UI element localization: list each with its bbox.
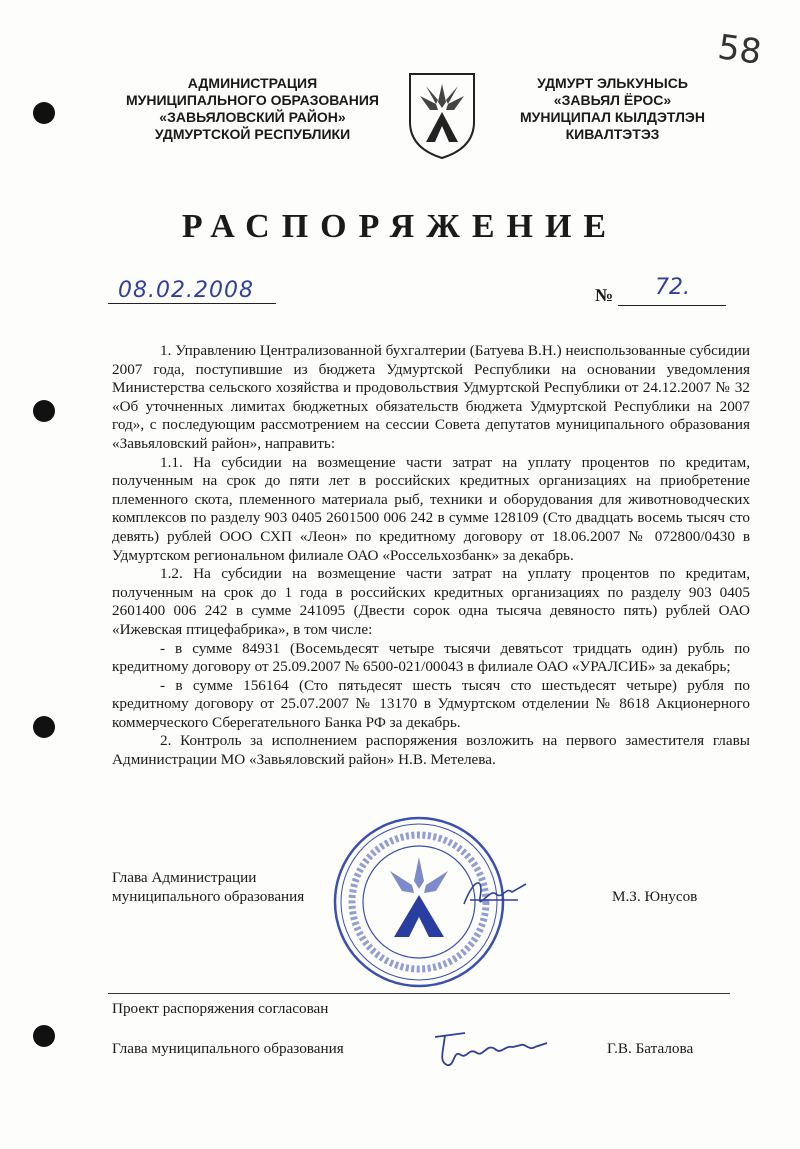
binder-hole	[33, 716, 55, 738]
number-label: №	[595, 285, 614, 305]
signatory-position-line: муниципального образования	[112, 888, 305, 905]
approver-handwritten-signature	[425, 1025, 555, 1075]
binder-hole	[33, 102, 55, 124]
handwritten-date: 08.02.2008	[118, 278, 254, 303]
date-underline	[108, 303, 276, 304]
number-underline	[618, 305, 726, 306]
signatory-position	[112, 868, 304, 906]
handwritten-number: 72.	[655, 275, 690, 300]
paragraph: 1.2. На субсидии на возмещение части затрат на уплату процентов по кредитам, полученным на срок до 1 года в российских кредитных организациях по разделу 903 0405 2601400 006 242 в сумме 241095 (Двести сорок одна тысяча девяносто пять) рублей ОАО «Ижевская птицефабрика», в том числе:	[112, 565, 750, 638]
separator-line	[108, 993, 730, 994]
header-line: «ЗАВЬЯЛОВСКИЙ РАЙОН»	[159, 109, 346, 125]
header-line: АДМИНИСТРАЦИЯ	[187, 75, 318, 91]
header-line: «ЗАВЬЯЛ ЁРОС»	[553, 92, 672, 108]
paragraph: 1.1. На субсидии на возмещение части затрат на уплату процентов по кредитам, полученным на срок до пяти лет в российских кредитных организациях на приобретение племенного скота, племенного материала рыб, техники и оборудования для животноводческих комплексов по разделу 903 0405 2601500 006 242 в сумме 128109 (Сто двадцать восемь тысяч сто девять) рублей ООО СХП «Леон» по кредитному договору от 18.06.2007 № 072800/0430 в Удмуртском региональном филиале ОАО «Россельхозбанк» за декабрь.	[112, 453, 750, 564]
approval-caption: Проект распоряжения согласован	[112, 1000, 329, 1017]
paragraph: 1. Управлению Централизованной бухгалтерии (Батуева В.Н.) неиспользованные субсидии 2007 года, поступившие из бюджета Удмуртской Республики на основании уведомления Министерства сельского хозяйства и продовольствия Удмуртской Республики от 24.12.2007 № 32 «Об уточненных лимитах бюджетных обязательств бюджета Удмуртской Республики на 2007 год», с последующим рассмотрением на сессии Совета депутатов муниципального образования «Завьяловский район», направить:	[112, 342, 750, 452]
paragraph: - в сумме 156164 (Сто пятьдесят шесть тысяч сто шестьдесят четыре) рубля по кредитному договору от 25.07.2007 № 13170 в Удмуртском отделении № 8618 Акционерного коммерческого Сберегательного Банка РФ за декабрь.	[112, 676, 750, 731]
paragraph: 2. Контроль за исполнением распоряжения возложить на первого заместителя главы Администрации МО «Завьяловский район» Н.В. Метелева.	[112, 732, 750, 769]
header-line: МУНИЦИПАЛ КЫЛДЭТЛЭН	[520, 109, 705, 125]
header-left-russian	[115, 75, 390, 143]
header-line: УДМУРТ ЭЛЬКУНЫСЬ	[537, 75, 688, 91]
header-right-udmurt	[490, 75, 735, 143]
binder-hole	[33, 1025, 55, 1047]
handwritten-page-number: 58	[715, 27, 764, 73]
document-title: РАСПОРЯЖЕНИЕ	[181, 208, 619, 245]
header-line: МУНИЦИПАЛЬНОГО ОБРАЗОВАНИЯ	[126, 92, 379, 108]
header-line: КИВАЛТЭТЭЗ	[565, 126, 660, 142]
signatory-position-line: Глава Администрации	[112, 869, 257, 886]
director-handwritten-signature	[460, 870, 530, 920]
approver-position: Глава муниципального образования	[112, 1040, 344, 1057]
header-line: УДМУРТСКОЙ РЕСПУБЛИКИ	[154, 126, 351, 142]
paragraph: - в сумме 84931 (Восемьдесят четыре тысячи девятьсот тридцать один) рубль по кредитному договору от 25.09.2007 № 6500-021/00043 в филиале ОАО «УРАЛСИБ» за декабрь;	[112, 639, 750, 676]
binder-hole	[33, 400, 55, 422]
approver-name: Г.В. Баталова	[607, 1040, 694, 1057]
order-body	[112, 342, 750, 770]
signatory-name: М.З. Юнусов	[612, 888, 698, 905]
coat-of-arms-emblem	[402, 70, 482, 160]
